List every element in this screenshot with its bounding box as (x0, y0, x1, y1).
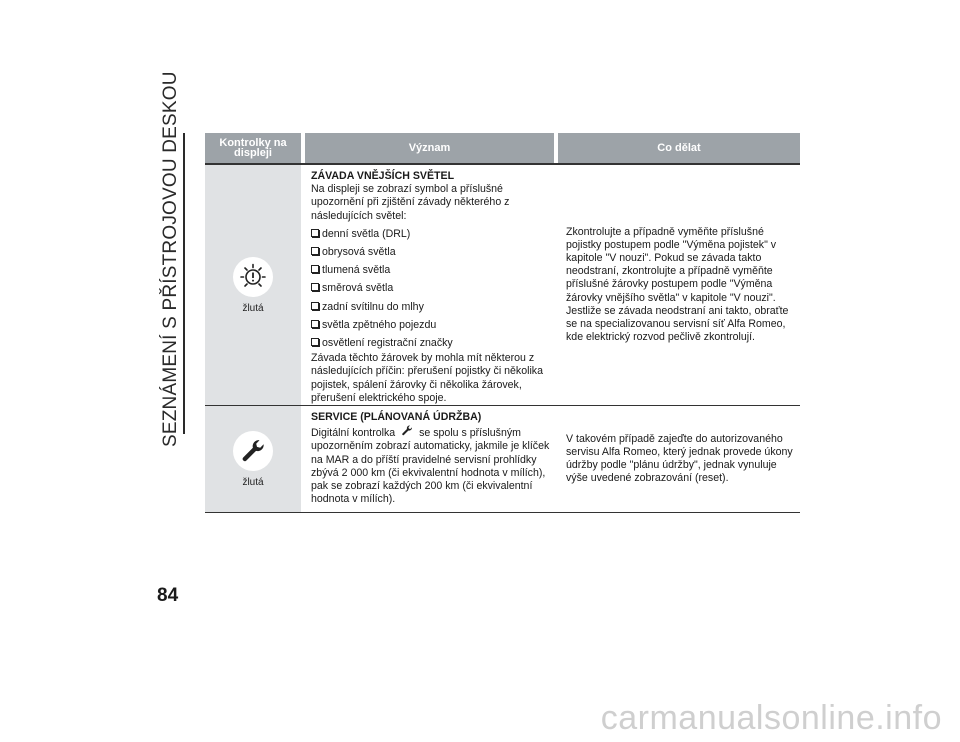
header-meaning: Význam (305, 133, 558, 163)
table-row (205, 165, 800, 406)
list-item: světla zpětného pojezdu (311, 319, 554, 332)
row-body: Digitální kontrolka se spolu s příslušným upozorněním zobrazí automaticky, jakmile je klíček na MAR a do příští pravidelné servisní prohlídky zbývá 2 000 km (či ekvivalentní hodnota v mílích), pak se zobrazí každých 200 km (či ekvivalentní hodnota v mílích). (311, 424, 554, 506)
list-item: osvětlení registrační značky (311, 337, 554, 350)
header-indicators: Kontrolky na displeji (205, 133, 305, 163)
checkbox-bullet-icon (311, 247, 319, 255)
warning-lights-table (205, 133, 800, 513)
row-outro: Závada těchto žárovek by mohla mít některou z následujících příčin: přerušení pojistky či několika pojistek, spálení žárovky či několika žárovek, přerušení elektrického spoje. (311, 352, 543, 404)
list-item: tlumená světla (311, 264, 554, 277)
checkbox-bullet-icon (311, 302, 319, 310)
watermark: carmanualsonline.info (600, 699, 942, 737)
row-action-text: Zkontrolujte a případně vyměňte příslušné pojistky postupem podle "Výměna pojistek" v kapitole "V nouzi". Pokud se závada takto neodstraní, zkontrolujte a případně vyměňte příslušné žárovky postupem podle "Výměna žárovky vnějšího světla" v kapitole "V nouzi". Jestliže se závada neodstraní ani takto, obraťte se na specializovanou servisní síť Alfa Romeo, kde elektrický rozvod pečlivě zkontrolují. (566, 225, 789, 344)
row-heading: ZÁVADA VNĚJŠÍCH SVĚTEL (311, 170, 455, 182)
checkbox-bullet-icon (311, 283, 319, 291)
section-divider (183, 133, 185, 434)
indicator-color-label: žlutá (242, 302, 264, 314)
list-item: zadní svítilnu do mlhy (311, 301, 554, 314)
list-item: obrysová světla (311, 246, 554, 259)
what-to-do-cell (558, 406, 800, 512)
page-number: 84 (157, 585, 179, 606)
meaning-cell (305, 406, 558, 512)
indicator-cell (205, 406, 305, 512)
indicator-color-label: žlutá (242, 476, 264, 488)
row-action-text: V takovém případě zajeďte do autorizovaného servisu Alfa Romeo, který jednak provede úkony údržby podle "plánu údržby", jednak vynuluje výše uvedené zobrazování (reset). (566, 432, 793, 485)
checkbox-bullet-icon (311, 265, 319, 273)
wrench-icon (400, 424, 414, 437)
checkbox-bullet-icon (311, 320, 319, 328)
table-header (205, 133, 800, 163)
wrench-icon (233, 431, 273, 471)
list-item: denní světla (DRL) (311, 228, 554, 241)
checkbox-bullet-icon (311, 229, 319, 237)
row-intro: Na displeji se zobrazí symbol a příslušné upozornění při zjištění závady některého z následujících světel: (311, 183, 510, 222)
meaning-cell (305, 165, 558, 405)
what-to-do-cell (558, 165, 800, 405)
list-item: směrová světla (311, 282, 554, 295)
table-row (205, 406, 800, 513)
section-title-vertical: SEZNÁMENÍ S PŘÍSTROJOVOU DESKOU (160, 71, 181, 447)
exterior-light-failure-icon (233, 257, 273, 297)
header-what-to-do: Co dělat (657, 142, 701, 154)
row-heading: SERVICE (PLÁNOVANÁ ÚDRŽBA) (311, 411, 482, 423)
checkbox-bullet-icon (311, 338, 319, 346)
indicator-cell (205, 165, 305, 405)
